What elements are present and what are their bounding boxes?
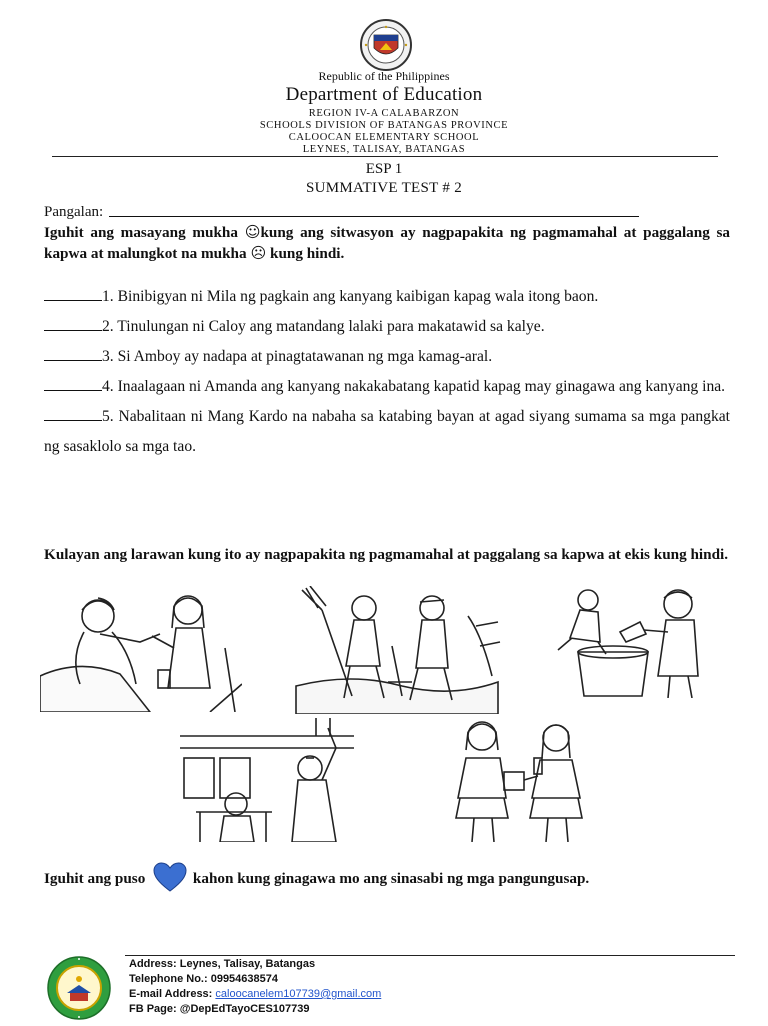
footer-divider [125,955,735,956]
picture-girls-sharing-food[interactable] [452,718,588,842]
part3-instruction: Iguhit ang puso kahon kung ginagawa mo ang sinasabi ng mga pangungusap. [44,862,730,892]
footer-fb: FB Page: @DepEdTayoCES107739 [129,1003,310,1015]
picture-child-on-bus[interactable] [180,718,354,842]
footer-telephone: Telephone No.: 09954638574 [129,973,278,985]
email-link[interactable]: caloocanelem107739@gmail.com [215,988,382,1000]
list-item: 1. Binibigyan ni Mila ng pagkain ang kanyang kaibigan kapag wala itong baon. [44,282,730,312]
sad-face-icon: ☹ [250,244,267,262]
name-label: Pangalan: [44,204,104,220]
list-item: 2. Tinulungan ni Caloy ang matandang lalaki para makatawid sa kalye. [44,312,730,342]
picture-children-throwing-trash[interactable] [548,586,728,698]
list-item: 5. Nabalitaan ni Mang Kardo na nabaha sa katabing bayan at agad siyang sumama sa mga pangkat ng sasaklolo sa mga tao. [44,408,730,455]
footer-contact [129,957,381,1017]
header-school: CALOOCAN ELEMENTARY SCHOOL [288,132,480,143]
answer-blank[interactable] [44,348,102,361]
footer-address: Address: Leynes, Talisay, Batangas [129,958,316,970]
part2-instruction: Kulayan ang larawan kung ito ay nagpapakita ng pagmamahal at paggalang sa kapwa at ekis kung hindi. [44,546,729,563]
deped-seal [349,18,423,72]
list-item: 3. Si Amboy ay nadapa at pinagtatawanan ng mga kamag-aral. [44,342,730,372]
part1-items [44,282,730,462]
header-department: Department of Education [285,84,483,105]
subject-title: ESP 1 [365,161,403,177]
header-divider [52,156,718,157]
heart-icon [153,862,187,892]
part1-instruction: Iguhit ang masayang mukha ☺kung ang sitwasyon ay nagpapakita ng pagmamahal at paggalang sa kapwa at malungkot na mukha ☹ kung hindi. [44,223,730,262]
answer-blank[interactable] [44,408,102,421]
header-republic: Republic of the Philippines [318,69,450,83]
answer-blank[interactable] [44,318,102,331]
school-logo [40,955,118,1021]
test-title: SUMMATIVE TEST # 2 [305,180,463,196]
header-region: REGION IV-A CALABARZON [308,108,460,119]
list-item: 4. Inaalagaan ni Amanda ang kanyang nakakabatang kapatid kapag may ginagawa ang kanyang ina. [44,372,730,402]
name-field[interactable] [44,202,639,221]
footer-email: E-mail Address: caloocanelem107739@gmail.com [129,988,382,1000]
picture-children-gardening[interactable] [292,586,502,714]
happy-face-icon: ☺ [244,223,261,241]
header-division: SCHOOLS DIVISION OF BATANGAS PROVINCE [259,120,509,131]
header-address: LEYNES, TALISAY, BATANGAS [302,144,466,155]
name-line[interactable] [109,202,639,217]
answer-blank[interactable] [44,378,102,391]
answer-blank[interactable] [44,288,102,301]
picture-feeding-sick-person[interactable] [40,588,242,712]
